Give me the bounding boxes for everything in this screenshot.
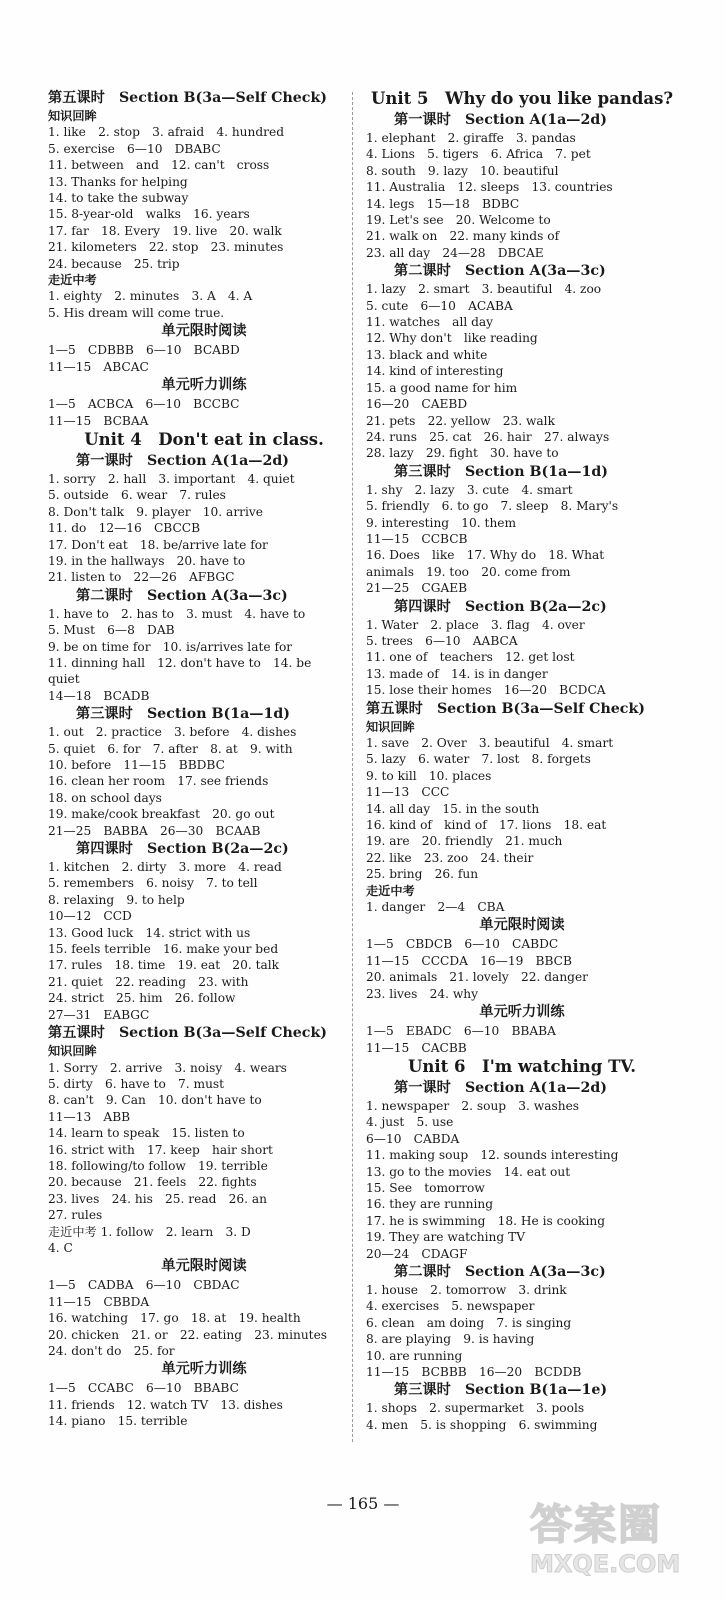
subsection-label: 知识回眸 [366,719,415,734]
answer-line: 1. lazy 2. smart 3. beautiful 4. zoo [366,282,602,297]
answer-line: 24. because 25. trip [48,256,180,271]
answer-line: 21. kilometers 22. stop 23. minutes [48,240,284,255]
answer-line: 15. a good name for him [366,380,518,395]
subsection-label: 走近中考 [366,883,415,898]
answer-line: 1—5 CBDCB 6—10 CABDC [366,937,559,952]
answer-line: 5. quiet 6. for 7. after 8. at 9. with [48,741,293,756]
answer-line: 16. Does like 17. Why do 18. What [366,548,605,563]
answer-line: 14. legs 15—18 BDBC [366,196,520,211]
answer-line: 23. lives 24. why [366,986,479,1001]
answer-line: 8. are playing 9. is having [366,1332,535,1347]
answer-line: 5. exercise 6—10 DBABC [48,141,221,156]
answer-line: 10—12 CCD [48,909,132,924]
answer-line: 5. cute 6—10 ACABA [366,298,513,313]
lesson-heading: 第三课时 Section B(1a—1d) [76,706,290,723]
answer-line: 1. danger 2—4 CBA [366,900,505,915]
section-heading: 单元听力训练 [479,1004,565,1021]
answer-line: 走近中考 1. follow 2. learn 3. D [48,1224,251,1239]
lesson-heading: 第二课时 Section A(3a—3c) [76,587,288,604]
answer-line: 8. Don't talk 9. player 10. arrive [48,504,263,519]
answer-line: 20. because 21. feels 22. fights [48,1175,257,1190]
answer-line: 11—13 CCC [366,785,450,800]
answer-line: 1. Water 2. place 3. flag 4. over [366,617,585,632]
answer-line: 17. rules 18. time 19. eat 20. talk [48,958,280,973]
answer-line: 1. like 2. stop 3. afraid 4. hundred [48,125,285,140]
answer-line: 11—15 CCCDA 16—19 BBCB [366,953,572,968]
answer-line: 11—15 CCBCB [366,531,468,546]
answer-line: 27. rules [48,1208,103,1223]
answer-line: 1. have to 2. has to 3. must 4. have to [48,606,306,621]
answer-line: 1. newspaper 2. soup 3. washes [366,1098,580,1113]
watermark-logo [530,1500,715,1592]
answer-line: 15. 8-year-old walks 16. years [48,207,250,222]
subsection-label: 知识回眸 [48,109,97,123]
answer-line: 16. kind of kind of 17. lions 18. eat [366,818,607,833]
answer-line: 14. learn to speak 15. listen to [48,1126,245,1141]
answer-line: 19. are 20. friendly 21. much [366,834,563,849]
answer-line: 24. strict 25. him 26. follow [48,991,236,1006]
answer-line: 24. runs 25. cat 26. hair 27. always [366,429,610,444]
answer-line: 20. animals 21. lovely 22. danger [366,970,589,985]
answer-line: 1. kitchen 2. dirty 3. more 4. read [48,860,282,875]
answer-line: 14. kind of interesting [366,364,504,379]
answer-line: 1—5 CDBBB 6—10 BCABD [48,343,240,358]
lesson-heading: 第二课时 Section A(3a—3c) [394,263,606,280]
answer-line: 19. They are watching TV [366,1230,526,1245]
answer-line: 23. all day 24—28 DBCAE [366,245,544,260]
answer-line: 21—25 CGAEB [366,581,468,596]
section-heading: 单元限时阅读 [161,323,247,340]
lesson-heading: 第三课时 Section B(1a—1e) [394,1382,608,1399]
answer-line: 11. dinning hall 12. don't have to 14. be [48,655,312,670]
answer-line: 18. on school days [48,790,162,805]
answer-line: 5. dirty 6. have to 7. must [48,1076,225,1091]
answer-line: 13. Good luck 14. strict with us [48,925,251,940]
answer-line: 17. he is swimming 18. He is cooking [366,1213,606,1228]
answer-line: 20. chicken 21. or 22. eating 23. minutes [48,1327,328,1342]
answer-line: 4. men 5. is shopping 6. swimming [366,1417,598,1432]
answer-line: 13. go to the movies 14. eat out [366,1164,571,1179]
lesson-heading: 第五课时 Section B(3a—Self Check) [48,90,327,106]
answer-line: 18. following/to follow 19. terrible [48,1158,268,1173]
section-heading: 单元听力训练 [161,1361,247,1378]
unit-title: Unit 5 Why do you like pandas? [370,89,674,108]
answer-line: 8. can't 9. Can 10. don't have to [48,1093,262,1108]
answer-line: 1—5 CADBA 6—10 CBDAC [48,1278,240,1293]
answer-line: 13. Thanks for helping [48,174,188,189]
answer-line: 10. are running [366,1348,463,1363]
answer-line: 15. feels terrible 16. make your bed [48,942,279,957]
answer-line: 27—31 EABGC [48,1007,150,1022]
answer-line: 6. clean am doing 7. is singing [366,1315,572,1330]
answer-line: quiet [48,672,80,687]
answer-line: 9. to kill 10. places [366,768,492,783]
answer-line: 1. Sorry 2. arrive 3. noisy 4. wears [48,1060,287,1075]
answer-line: 5. trees 6—10 AABCA [366,633,518,648]
lesson-heading: 第四课时 Section B(2a—2c) [394,598,607,615]
answer-line: 12. Why don't like reading [366,331,538,346]
watermark-logo-text: 答案圈 [530,1500,663,1549]
answer-line: 16. strict with 17. keep hair short [48,1142,273,1157]
answer-line: 21. quiet 22. reading 23. with [48,974,249,989]
answer-line: 1. save 2. Over 3. beautiful 4. smart [366,736,614,750]
answer-line: 1—5 EBADC 6—10 BBABA [366,1024,556,1039]
lesson-heading: 第一课时 Section A(1a—2d) [76,452,289,469]
lesson-heading: 第一课时 Section A(1a—2d) [394,1079,607,1096]
answer-line: 11. making soup 12. sounds interesting [366,1148,619,1163]
answer-line: 1—5 CCABC 6—10 BBABC [48,1381,239,1396]
answer-line: 20—24 CDAGF [366,1246,468,1261]
answer-line: 11—15 BCBBB 16—20 BCDDB [366,1365,582,1379]
answer-line: 16. they are running [366,1197,494,1212]
watermark-url: MXQE.COM [530,1550,681,1578]
answer-line: 14. all day 15. in the south [366,801,540,816]
answer-line: 11. friends 12. watch TV 13. dishes [48,1397,283,1412]
subsection-label: 知识回眸 [48,1044,97,1059]
answer-line: 11. do 12—16 CBCCB [48,521,201,536]
answer-line: 14. piano 15. terrible [48,1414,188,1429]
answer-line: 11—15 CBBDA [48,1294,150,1309]
answer-line: 8. south 9. lazy 10. beautiful [366,163,559,178]
answer-line: 4. Lions 5. tigers 6. Africa 7. pet [366,147,591,162]
section-heading: 单元限时阅读 [161,1258,247,1275]
answer-line: 22. like 23. zoo 24. their [366,850,534,865]
answer-line: 16. watching 17. go 18. at 19. health [48,1311,301,1326]
answer-line: 11. watches all day [366,315,494,330]
answer-line: 11—13 ABB [48,1109,131,1124]
answer-line: 4. just 5. use [366,1115,454,1130]
answer-line: 19. make/cook breakfast 20. go out [48,807,275,822]
page-number: — 165 — [326,1494,400,1513]
answer-line: 1. shy 2. lazy 3. cute 4. smart [366,482,573,497]
answer-line: 9. be on time for 10. is/arrives late for [48,639,293,654]
answer-line: 19. Let's see 20. Welcome to [366,213,551,228]
answer-line: 1. elephant 2. giraffe 3. pandas [366,131,576,145]
answer-line: 11—15 CACBB [366,1040,467,1055]
answer-line: 21. walk on 22. many kinds of [366,229,560,244]
subsection-label: 走近中考 [48,273,97,288]
answer-line: 5. His dream will come true. [48,305,225,320]
answer-line: 13. black and white [366,347,488,362]
answer-line: 17. far 18. Every 19. live 20. walk [48,223,282,238]
answer-line: 19. in the hallways 20. have to [48,553,246,568]
lesson-heading: 第二课时 Section A(3a—3c) [394,1263,606,1280]
answer-line: animals 19. too 20. come from [366,564,571,579]
lesson-heading: 第五课时 Section B(3a—Self Check) [48,1025,327,1042]
section-heading: 单元听力训练 [161,377,247,394]
answer-line: 25. bring 26. fun [366,867,479,882]
answer-line: 6—10 CABDA [366,1131,460,1146]
answer-line: 11—15 BCBAA [48,413,149,428]
answer-line: 21. listen to 22—26 AFBGC [48,570,235,585]
answer-line: 5. outside 6. wear 7. rules [48,488,226,503]
answer-line: 13. made of 14. is in danger [366,666,548,681]
answer-line: 1. sorry 2. hall 3. important 4. quiet [48,471,295,486]
answer-line: 21. pets 22. yellow 23. walk [366,413,555,428]
section-heading: 单元限时阅读 [479,917,565,934]
answer-line: 11. between and 12. can't cross [48,158,270,173]
answer-line: 11. Australia 12. sleeps 13. countries [366,180,613,195]
answer-line: 24. don't do 25. for [48,1344,175,1358]
answer-line: 16. clean her room 17. see friends [48,774,269,789]
lesson-heading: 第一课时 Section A(1a—2d) [394,112,607,128]
answer-line: 1. house 2. tomorrow 3. drink [366,1282,567,1297]
lesson-heading: 第五课时 Section B(3a—Self Check) [366,700,645,717]
answer-line: 1. eighty 2. minutes 3. A 4. A [48,289,253,304]
left-column [48,88,360,1430]
answer-line: 1—5 ACBCA 6—10 BCCBC [48,397,240,412]
answer-line: 17. Don't eat 18. be/arrive late for [48,537,268,552]
answer-line: 9. interesting 10. them [366,515,517,530]
answer-line: 11. one of teachers 12. get lost [366,650,575,665]
answer-line: 5. Must 6—8 DAB [48,623,175,638]
right-column [366,88,678,1433]
answer-line: 5. remembers 6. noisy 7. to tell [48,876,258,891]
lesson-heading: 第三课时 Section B(1a—1d) [394,463,608,480]
answer-line: 14—18 BCADB [48,688,150,703]
answer-line: 14. to take the subway [48,191,189,206]
answer-line: 1. shops 2. supermarket 3. pools [366,1401,585,1416]
lesson-heading: 第四课时 Section B(2a—2c) [76,841,289,858]
answer-line: 15. See tomorrow [366,1180,485,1195]
answer-line: 4. C [48,1240,73,1255]
answer-line: 16—20 CAEBD [366,397,468,412]
answer-line: 1. out 2. practice 3. before 4. dishes [48,725,297,740]
answer-line: 11—15 ABCAC [48,359,149,374]
answer-line: 4. exercises 5. newspaper [366,1299,535,1314]
answer-line: 10. before 11—15 BBDBC [48,758,225,772]
answer-line: 5. lazy 6. water 7. lost 8. forgets [366,752,591,767]
answer-line: 5. friendly 6. to go 7. sleep 8. Mary's [366,499,619,514]
answer-line: 21—25 BABBA 26—30 BCAAB [48,823,261,838]
answer-line: 23. lives 24. his 25. read 26. an [48,1191,267,1206]
answer-line: 15. lose their homes 16—20 BCDCA [366,683,606,698]
unit-title: Unit 6 I'm watching TV. [407,1056,637,1076]
answer-line: 28. lazy 29. fight 30. have to [366,446,559,461]
unit-title: Unit 4 Don't eat in class. [84,429,324,449]
answer-line: 8. relaxing 9. to help [48,892,185,907]
